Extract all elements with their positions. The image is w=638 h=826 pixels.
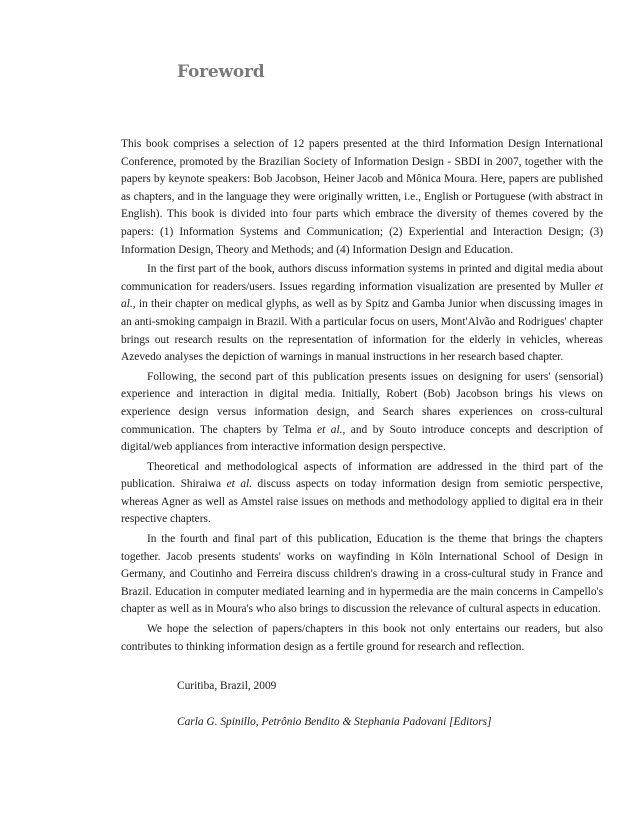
paragraph-6: We hope the selection of papers/chapters in this book not only entertains our readers, but also contributes to thinking information design as a fertile ground for research and reflection. (121, 623, 603, 653)
et-al: et al. (226, 478, 253, 491)
editors-signature: Carla G. Spinillo, Petrônio Bendito & Stephania Padovani [Editors] (177, 716, 492, 728)
foreword-body (121, 136, 603, 658)
paragraph-2: In the first part of the book, authors discuss information systems in printed and digital media about communication for readers/users. Issues regarding information visualization are presented by Muller et al., in their chapter on medical glyphs, as well as by Spitz and Gamba Junior when discussing images in an anti-smoking campaign in Brazil. With a particular focus on users, Mont'Alvão and Rodrigues' chapter brings out research results on the representation of information for the elderly in vehicles, whereas Azevedo analyses the depiction of warnings in manual instructions in her research based chapter. (121, 263, 603, 364)
et-al: et al. (121, 280, 603, 311)
paragraph-5: In the fourth and final part of this publication, Education is the theme that brings the chapters together. Jacob presents students' works on wayfinding in Köln International School of Design in Germany, and Coutinho and Ferreira discuss children's drawing in a cross-cultural study in France and Brazil. Education in computer mediated learning and in hypermedia are the main concerns in Campello's chapter as well as in Moura's who also brings to discussion the relevance of cultural aspects in education. (121, 533, 603, 616)
place-date: Curitiba, Brazil, 2009 (177, 680, 277, 692)
et-al: et al. (317, 423, 343, 436)
sbdi-acronym: SBDI (454, 155, 481, 168)
paragraph-3: Following, the second part of this publication presents issues on designing for users' (sensorial) experience and interaction in digital media. Initially, Robert (Bob) Jacobson brings his views on experience design versus information design, and Search shares experiences on cross-cultural communication. The chapters by Telma et al., and by Souto introduce concepts and description of digital/web appliances from interactive information design perspective. (121, 370, 603, 454)
paragraph-1: This book comprises a selection of 12 papers presented at the third Information Design International Conference, promoted by the Brazilian Society of Information Design - SBDI in 2007, together with the papers by keynote speakers: Bob Jacobson, Heiner Jacob and Mônica Moura. Here, papers are published as chapters, and in the language they were originally written, i.e., English or Portuguese (with abstract in English). This book is divided into four parts which embrace the diversity of themes covered by the papers: (1) Information Systems and Communication; (2) Experiential and Interaction Design; (3) Information Design, Theory and Methods; and (4) Information Design and Education. (121, 138, 603, 256)
page-title: Foreword (177, 62, 265, 82)
paragraph-4: Theoretical and methodological aspects of information are addressed in the third part of the publication. Shiraiwa et al. discuss aspects on today information design from semiotic perspective, whereas Agner as well as Amstel raise issues on methods and methodology applied to digital era in their respective chapters. (121, 460, 604, 526)
